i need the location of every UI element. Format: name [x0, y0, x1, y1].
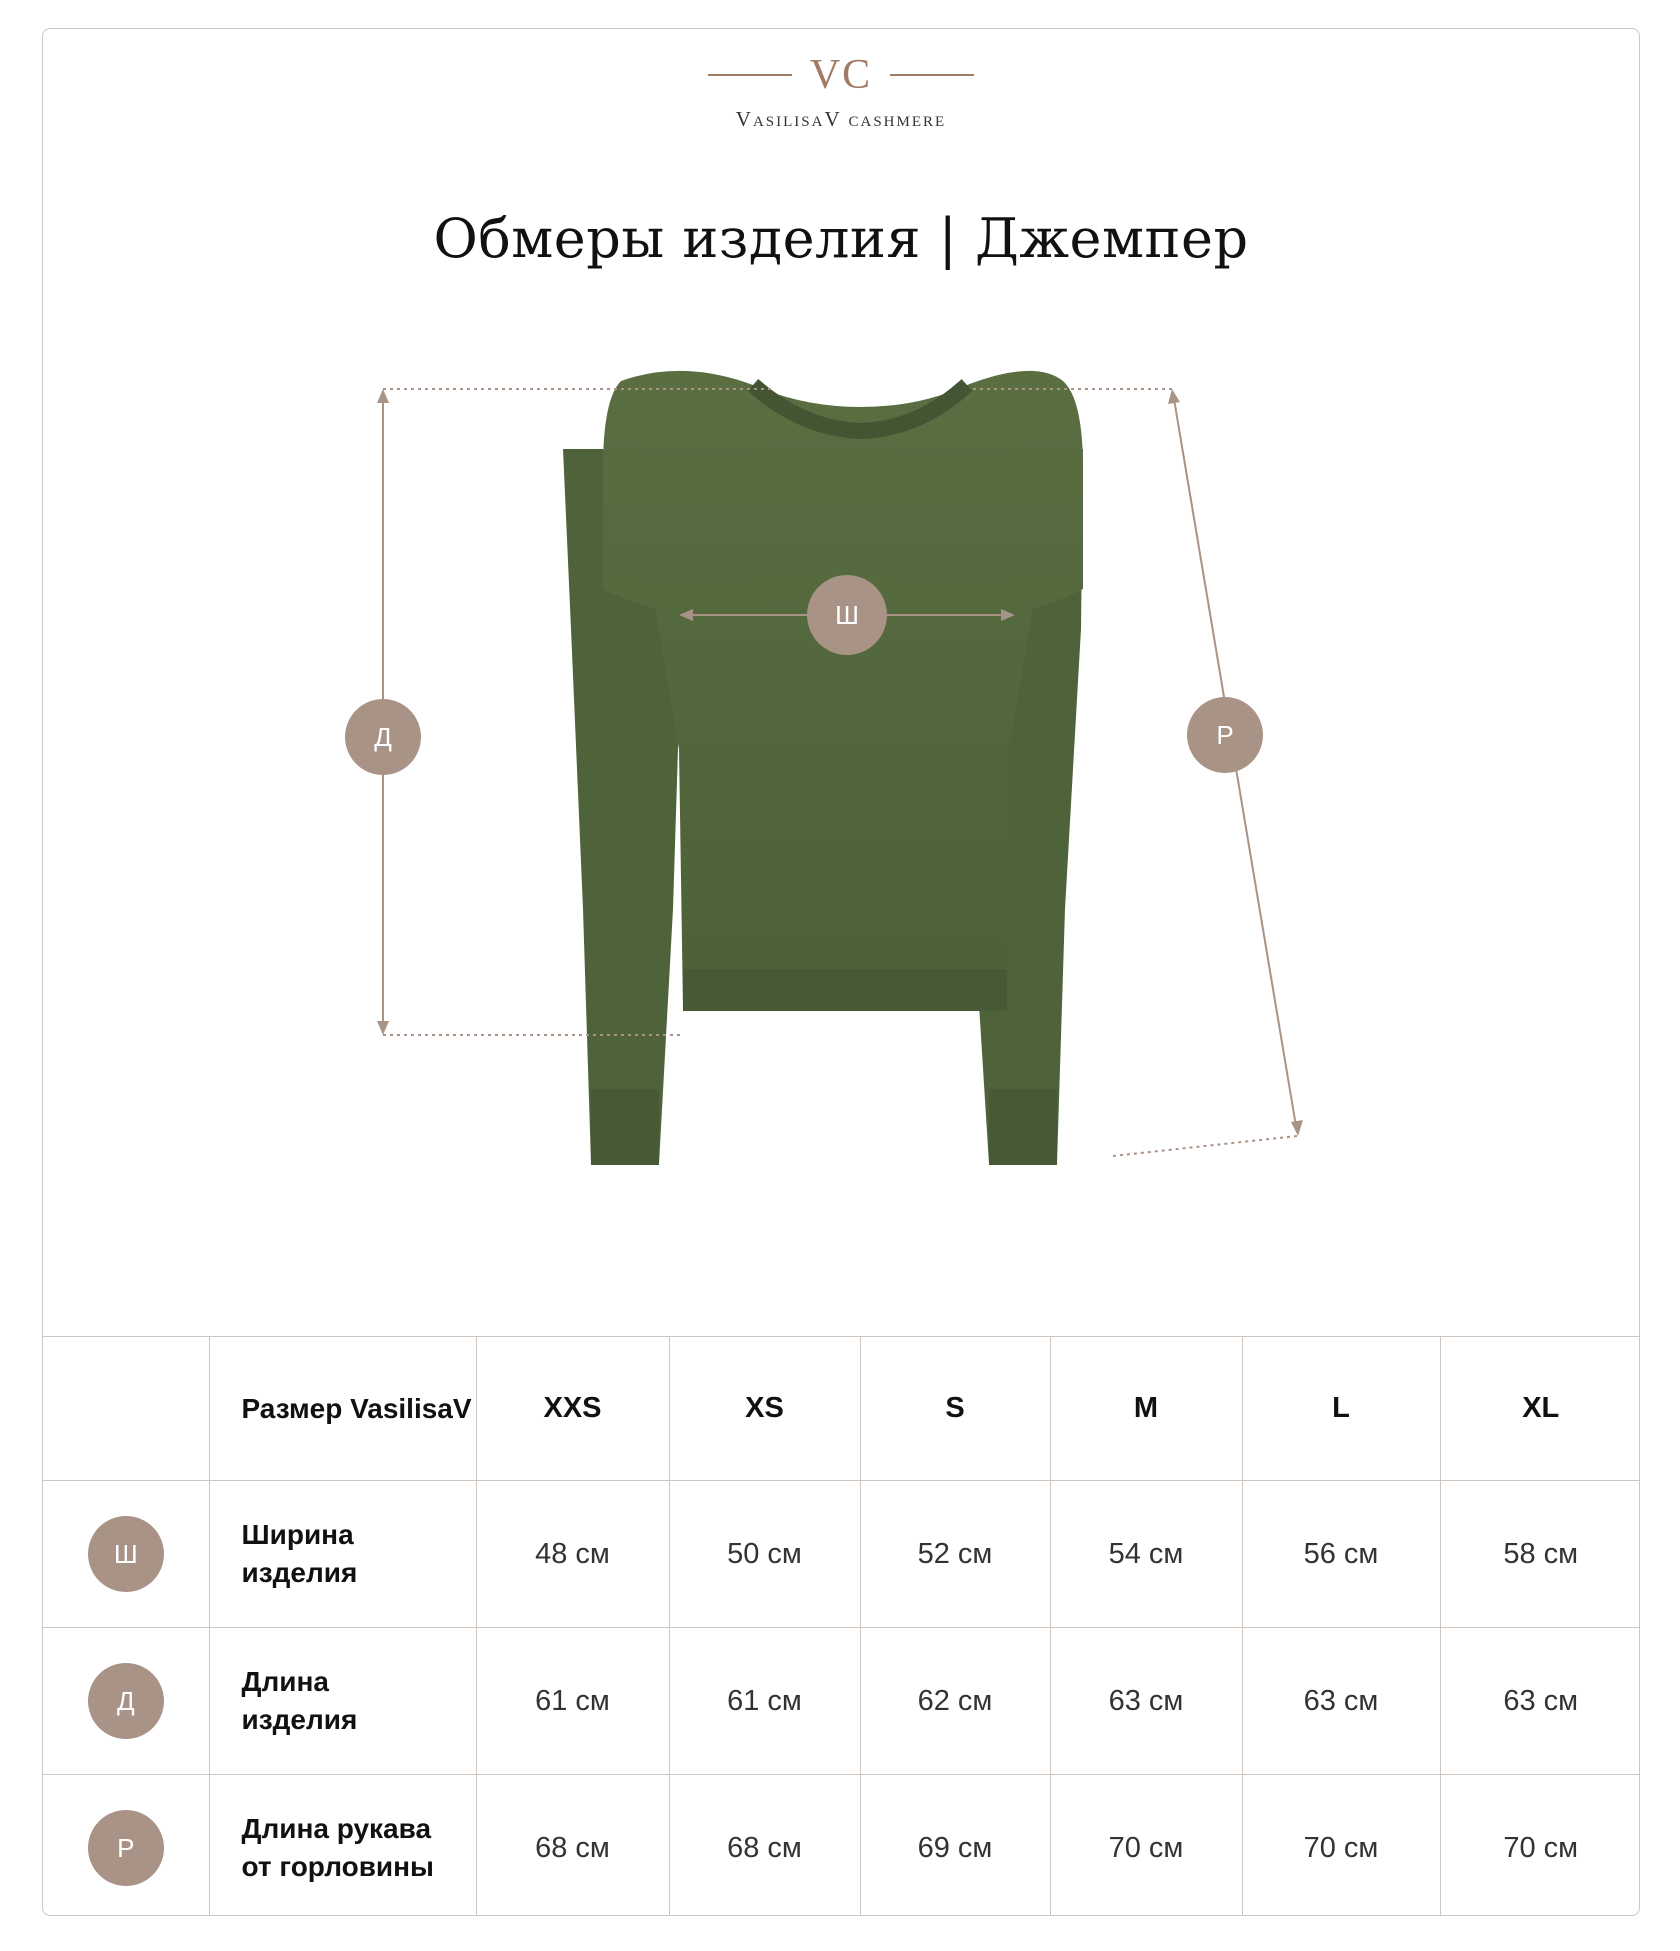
- table-cell: 56 см: [1242, 1481, 1440, 1628]
- table-cell: 69 см: [860, 1775, 1050, 1917]
- size-table: [43, 1336, 1640, 1916]
- row-badge: Р: [88, 1810, 164, 1886]
- row-badge-cell: [43, 1628, 209, 1775]
- length-badge: [345, 699, 421, 775]
- logo-monogram: VC: [809, 52, 873, 98]
- table-cell: 63 см: [1440, 1628, 1640, 1775]
- table-cell: 62 см: [860, 1628, 1050, 1775]
- length-badge-label: Д: [374, 722, 392, 752]
- size-header-label: Размер VasilisaV: [209, 1337, 476, 1481]
- table-cell: 70 см: [1440, 1775, 1640, 1917]
- table-cell: 70 см: [1242, 1775, 1440, 1917]
- size-header: S: [860, 1337, 1050, 1481]
- size-header: M: [1050, 1337, 1242, 1481]
- sleeve-badge-label: Р: [1216, 720, 1234, 750]
- corner-cell: [43, 1337, 209, 1481]
- width-badge-label: Ш: [835, 600, 859, 630]
- table-cell: 50 см: [669, 1481, 860, 1628]
- table-cell: 54 см: [1050, 1481, 1242, 1628]
- table-cell: 63 см: [1242, 1628, 1440, 1775]
- measurement-diagram: [43, 29, 1640, 1329]
- table-row-width: [43, 1481, 1640, 1628]
- row-label: Длина изделия: [209, 1628, 476, 1775]
- table-row-length: [43, 1628, 1640, 1775]
- row-badge: Д: [88, 1663, 164, 1739]
- size-header: XL: [1440, 1337, 1640, 1481]
- table-cell: 58 см: [1440, 1481, 1640, 1628]
- row-badge-cell: [43, 1481, 209, 1628]
- table-cell: 63 см: [1050, 1628, 1242, 1775]
- table-cell: 70 см: [1050, 1775, 1242, 1917]
- table-cell: 48 см: [476, 1481, 669, 1628]
- table-cell: 68 см: [476, 1775, 669, 1917]
- width-badge: [807, 575, 887, 655]
- logo-brand-name: VasilisaV cashmere: [735, 107, 947, 131]
- size-header: L: [1242, 1337, 1440, 1481]
- sleeve-badge: [1187, 697, 1263, 773]
- table-row-sleeve: [43, 1775, 1640, 1917]
- row-label: Длина рукава от горловины: [209, 1775, 476, 1917]
- page-title: Обмеры изделия | Джемпер: [433, 207, 1249, 270]
- table-cell: 61 см: [669, 1628, 860, 1775]
- table-cell: 61 см: [476, 1628, 669, 1775]
- row-label: Ширина изделия: [209, 1481, 476, 1628]
- table-header-row: [43, 1337, 1640, 1481]
- row-badge-cell: [43, 1775, 209, 1917]
- jumper-illustration: [563, 371, 1083, 1165]
- row-badge: Ш: [88, 1516, 164, 1592]
- table-cell: 68 см: [669, 1775, 860, 1917]
- size-header: XXS: [476, 1337, 669, 1481]
- table-cell: 52 см: [860, 1481, 1050, 1628]
- size-header: XS: [669, 1337, 860, 1481]
- size-chart-card: [42, 28, 1640, 1916]
